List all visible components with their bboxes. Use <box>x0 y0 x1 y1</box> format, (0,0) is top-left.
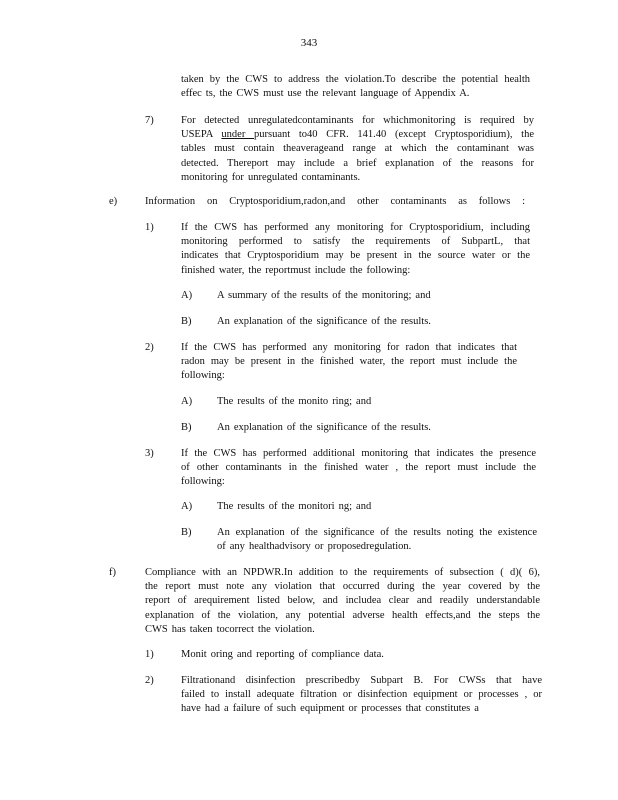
item-f-paragraph <box>145 566 540 637</box>
item-e1-marker: 1) <box>145 222 154 233</box>
item-e2-a-text <box>217 395 517 409</box>
text-line: following: <box>181 476 225 488</box>
item-e1-paragraph <box>181 221 530 278</box>
text-line: of other contaminants in the finished water , the report must include the <box>181 462 536 474</box>
item-e1-b-text <box>217 315 517 329</box>
item-f1-marker: 1) <box>145 649 154 660</box>
item-e3-marker: 3) <box>145 448 154 459</box>
page-number: 343 <box>300 37 318 49</box>
item-f-marker: f) <box>109 567 116 578</box>
text-line: tables must contain theaverageand range at which the contaminant was <box>181 143 534 155</box>
text-line: have had a failure of such equipment or processes that constitutes a <box>181 703 479 715</box>
text-line: Filtrationand disinfection prescribedby Subpart B. For CWSs that have <box>181 675 542 686</box>
item-e-marker: e) <box>109 196 118 207</box>
text-line: The results of the monitori ng; and <box>217 501 372 512</box>
text-line: An explanation of the significance of the results noting the existence <box>217 527 537 538</box>
text-line: CWS has taken tocorrect the violation. <box>145 623 315 635</box>
item-f2-marker: 2) <box>145 675 154 686</box>
item-e1-a-text <box>217 289 517 303</box>
text-line: The results of the monito ring; and <box>217 396 372 407</box>
text-line: monitoring performed to satisfy the requirements of SubpartL, that <box>181 236 530 248</box>
item-e3-paragraph <box>181 447 536 490</box>
text-line: report of arequirement listed below, and includea clear and readily understandable <box>145 595 540 607</box>
text-line: Compliance with an NPDWR.In addition to the requirements of subsection ( d)( 6), <box>145 567 540 578</box>
text-line: radon may be present in the finished water, the report must include the <box>181 356 517 368</box>
item-e3-a-text <box>217 500 517 514</box>
item-e3-b-text <box>217 526 537 554</box>
text-line <box>181 128 534 142</box>
text-line: An explanation of the significance of the results. <box>217 316 431 327</box>
text-fragment: pursuant to40 CFR. 141.40 (except Cryptosporidium), the <box>254 129 534 141</box>
item-e2-b-marker: B) <box>181 422 192 433</box>
item-f2-paragraph <box>181 674 542 717</box>
item-e2-b-text <box>217 421 517 435</box>
item-e3-b-marker: B) <box>181 527 192 538</box>
underlined-text: under <box>221 129 255 141</box>
text-line: of any healthadvisory or proposedregulation. <box>217 541 412 553</box>
text-line: monitoring for unregulated contaminants. <box>181 171 361 183</box>
text-line: taken by the CWS to address the violation.To describe the potential health <box>181 74 530 85</box>
text-line: Information on Cryptosporidium,radon,and other contaminants as follows : <box>145 196 525 207</box>
item-e2-a-marker: A) <box>181 396 193 407</box>
text-line: failed to install adequate filtration or disinfection equipment or processes , or <box>181 689 542 701</box>
text-line: following: <box>181 370 225 382</box>
text-line: finished water, the reportmust include the following: <box>181 264 411 276</box>
item-e2-marker: 2) <box>145 342 154 353</box>
item-e1-b-marker: B) <box>181 316 192 327</box>
text-fragment: USEPA <box>181 129 222 141</box>
text-line: indicates that Cryptosporidium may be present in the source water or the <box>181 250 530 262</box>
text-line: effec ts, the CWS must use the relevant language of Appendix A. <box>181 88 470 100</box>
text-line: An explanation of the significance of the results. <box>217 422 431 433</box>
text-line: A summary of the results of the monitoring; and <box>217 290 431 301</box>
item-6-continuation <box>181 73 530 101</box>
item-e1-a-marker: A) <box>181 290 193 301</box>
text-line: For detected unregulatedcontaminants for whichmonitoring is required by <box>181 115 534 126</box>
item-7-paragraph <box>181 114 534 185</box>
item-e3-a-marker: A) <box>181 501 193 512</box>
text-line: If the CWS has performed any monitoring for radon that indicates that <box>181 342 517 353</box>
text-line: the report must note any violation that occurred during the year covered by the <box>145 581 540 593</box>
item-e-heading <box>145 195 525 209</box>
text-line: If the CWS has performed additional monitoring that indicates the presence <box>181 448 536 459</box>
item-f1-text <box>181 648 481 662</box>
text-line: Monit oring and reporting of compliance data. <box>181 649 384 660</box>
text-line: detected. Thereport may include a brief explanation of the reasons for <box>181 157 534 169</box>
item-7-marker: 7) <box>145 115 154 126</box>
text-line: If the CWS has performed any monitoring for Cryptosporidium, including <box>181 222 530 233</box>
text-line: explanation of the violation, any potential adverse health effects,and the steps the <box>145 609 540 621</box>
item-e2-paragraph <box>181 341 517 384</box>
